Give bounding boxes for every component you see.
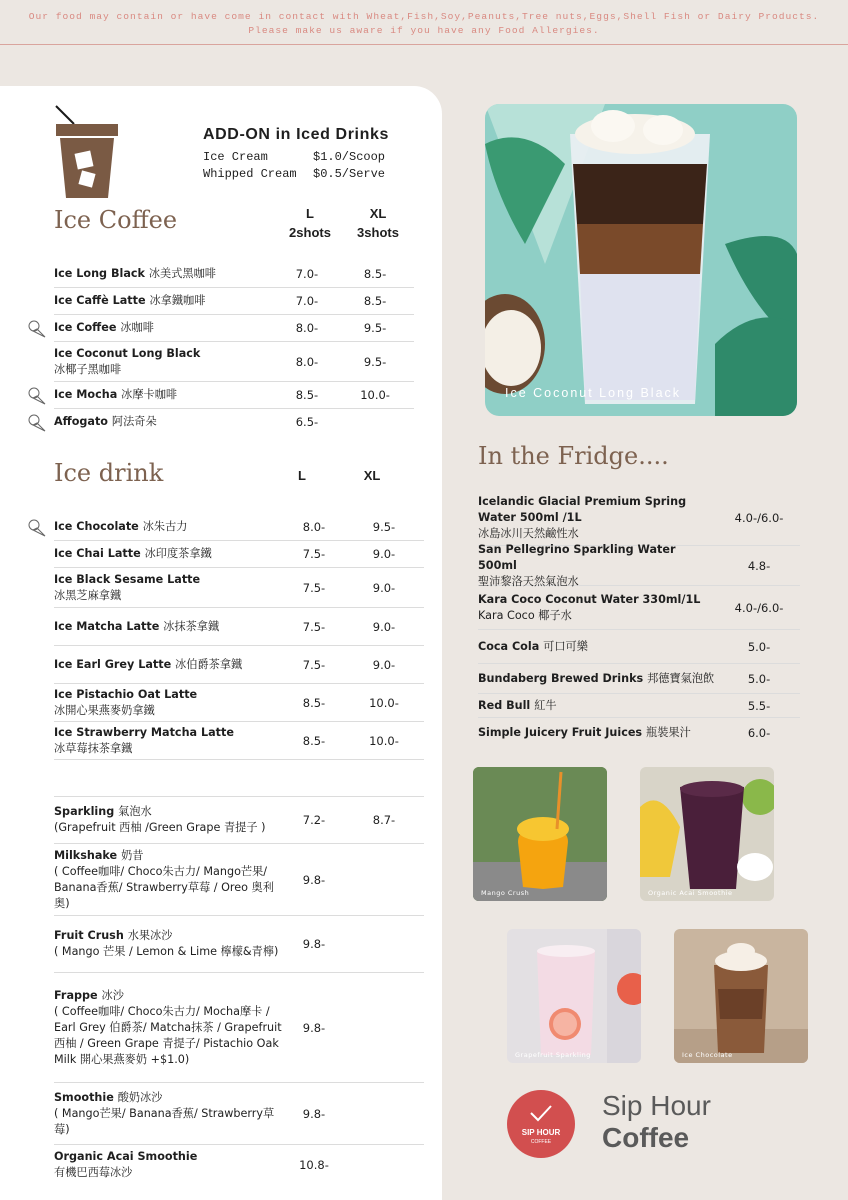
price: 4.0-/6.0- [734,600,784,615]
price: 5.0- [747,671,771,686]
allergy-line-1: Our food may contain or have come in contact with Wheat,Fish,Soy,Peanuts,Tree nuts,Eggs,Shell Fish or Dairy Products. [28,11,820,22]
item-name: Bundaberg Brewed Drinks 邦德寶氣泡飲 [478,671,715,685]
menu-row [54,342,414,382]
checkmark-icon [529,1104,553,1122]
ice-chocolate-photo [674,929,808,1063]
price-l: 8.0- [295,321,319,335]
item-name: Ice Chai Latte 冰印度茶拿鐵 [54,547,212,560]
item-name: Red Bull 紅牛 [478,698,557,712]
fridge-title: In the Fridge.... [478,442,669,470]
price-xl: 9.0- [372,657,396,672]
ice-cream-icon [27,386,47,406]
item-name: Sparkling 氣泡水 (Grapefruit 西柚 /Green Grape 青提子 ) [54,805,266,834]
menu-row [478,490,800,546]
grapefruit-sparkling-photo [507,929,641,1063]
price: 4.0-/6.0- [734,510,784,525]
menu-row [54,409,414,435]
item-name: Fruit Crush 水果冰沙 ( Mango 芒果 / Lemon & Lime 檸檬&青檸) [54,929,279,958]
brand-logo [507,1090,575,1158]
price-l: 8.5- [295,388,319,402]
menu-row [54,844,424,916]
price-l: 9.8- [302,937,326,951]
price-xl: 9.5- [363,321,387,335]
menu-row [54,541,424,568]
price-xl: 9.5- [363,354,387,369]
menu-row [54,382,414,409]
price-xl: 8.5- [363,294,387,308]
item-name: Ice Coconut Long Black 冰椰子黑咖啡 [54,346,201,376]
col-header-xl [348,204,408,242]
price-l: 10.8- [299,1158,329,1172]
ice-cream-icon [27,413,47,433]
allergy-notice [0,10,848,38]
logo-text: SIP HOUR [521,1128,561,1137]
allergy-line-2: Please make us aware if you have any Food Allergies. [248,25,600,36]
price-l: 8.0- [295,354,319,369]
menu-row [54,973,424,1083]
menu-row [478,694,800,718]
menu-row [478,586,800,630]
item-name: Ice Caffè Latte 冰拿鐵咖啡 [54,294,206,307]
price: 5.0- [747,639,771,654]
mango-crush-photo [473,767,607,901]
menu-row [54,261,414,288]
col-header-xl: XL [363,468,381,483]
ice-cream-icon [27,319,47,339]
item-name: Simple Juicery Fruit Juices 瓶裝果汁 [478,726,691,739]
price-xl: 9.0- [372,547,396,561]
price-l: 9.8- [302,1020,326,1035]
divider [0,44,848,45]
ice-drink-title: Ice drink [54,459,164,487]
item-name: Smoothie 酸奶冰沙 ( Mango芒果/ Banana香蕉/ Strawberry草莓) [54,1090,275,1136]
menu-row [478,542,800,588]
addon-title: ADD-ON in Iced Drinks [203,126,389,143]
addon-item [203,150,385,164]
menu-row [54,315,414,342]
item-name: San Pellegrino Sparkling Water 500ml 聖沛黎洛天然氣泡水 [478,542,676,588]
menu-row [54,797,424,844]
photo-caption: Grapefruit Sparkling [515,1051,591,1059]
brand-line-1: Sip Hour [602,1090,711,1121]
menu-row [54,1083,424,1145]
price-xl: 10.0- [369,733,399,748]
price-l: 7.5- [302,657,326,672]
item-name: Icelandic Glacial Premium Spring Water 500ml /1L 冰島冰川天然鹼性水 [478,494,687,540]
price-l: 7.5- [302,580,326,595]
col-header-l: L [298,468,306,483]
item-name: Ice Chocolate 冰朱古力 [54,520,188,533]
price-xl: 9.5- [372,520,396,534]
photo-caption: Organic Acai Smoothie [648,889,733,897]
price-l: 6.5- [295,415,319,429]
menu-row [54,722,424,760]
price: 6.0- [747,726,771,740]
item-name: Kara Coco Coconut Water 330ml/1L Kara Coco 椰子水 [478,592,701,622]
col-header-l-sub: 2shots [289,225,331,240]
price-xl: 9.0- [372,580,396,595]
item-name: Ice Earl Grey Latte 冰伯爵茶拿鐵 [54,657,243,671]
item-name: Coca Cola 可口可樂 [478,639,588,653]
price-l: 9.8- [302,872,326,887]
menu-row [54,684,424,722]
photo-caption: Ice Chocolate [682,1051,733,1059]
addon-item-name: Ice Cream [203,150,268,164]
price-l: 7.5- [302,547,326,561]
menu-row [54,916,424,973]
menu-row [54,608,424,646]
price: 4.8- [747,558,771,573]
menu-row [478,664,800,694]
item-name: Ice Mocha 冰摩卡咖啡 [54,388,178,401]
col-header-l-label: L [306,206,314,221]
menu-row [54,568,424,608]
ice-cream-icon [27,518,47,538]
brand-name [602,1090,711,1154]
photo-caption: Mango Crush [481,889,530,897]
acai-smoothie-photo [640,767,774,901]
brand-line-2: Coffee [602,1122,690,1153]
price-l: 7.0- [295,294,319,308]
logo-subtext: COFFEE [530,1139,552,1145]
price-l: 7.0- [295,267,319,281]
menu-row [54,646,424,684]
price-xl: 10.0- [369,695,399,710]
price: 5.5- [747,698,771,713]
menu-row [478,630,800,664]
menu-row [54,514,424,541]
col-header-xl-label: XL [369,206,387,221]
price-l: 9.8- [302,1106,326,1121]
price-xl: 8.7- [372,813,396,827]
addon-item-price: $0.5/Serve [313,167,386,181]
menu-row [54,1145,424,1185]
price-xl: 8.5- [363,267,387,281]
menu-card [0,86,442,1200]
col-header-l [280,204,340,242]
addon-item-name: Whipped Cream [203,167,297,181]
price-l: 7.5- [302,619,326,634]
item-name: Ice Strawberry Matcha Latte 冰草莓抹茶拿鐵 [54,725,234,755]
price-l: 8.0- [302,520,326,534]
ice-coffee-title: Ice Coffee [54,206,178,234]
price-l: 7.2- [302,813,326,827]
price-xl: 10.0- [360,388,390,402]
menu-row [54,288,414,315]
price-xl: 9.0- [372,619,396,634]
addon-item [203,167,385,181]
hero-caption: Ice Coconut Long Black [505,386,682,400]
addon-item-price: $1.0/Scoop [313,150,386,164]
price-l: 8.5- [302,733,326,748]
item-name: Ice Pistachio Oat Latte 冰開心果燕麥奶拿鐵 [54,687,198,717]
iced-coffee-icon [52,104,122,200]
price-l: 8.5- [302,695,326,710]
col-header-xl-sub: 3shots [357,225,399,240]
item-name: Affogato 阿法奇朵 [54,415,157,428]
item-name: Ice Coffee 冰咖啡 [54,321,154,334]
hero-photo [485,104,797,416]
item-name: Ice Long Black 冰美式黑咖啡 [54,267,216,280]
item-name: Ice Matcha Latte 冰抹茶拿鐵 [54,619,220,633]
item-name: Frappe 冰沙 ( Coffee咖啡/ Choco朱古力/ Mocha摩卡 / Earl Grey 伯爵茶/ Matcha抹茶 / Grapefruit 西柚 / Green Grape 青提子/ Pistachio Oak Milk 開心果燕麥奶 +$1.0) [54,988,282,1066]
item-name: Milkshake 奶昔 ( Coffee咖啡/ Choco朱古力/ Mango芒果/ Banana香蕉/ Strawberry草莓 / Oreo 奥利奥) [54,848,274,910]
item-name: Ice Black Sesame Latte 冰黑芝麻拿鐵 [54,572,201,602]
addon-list [203,150,385,181]
menu-row [478,718,800,748]
item-name: Organic Acai Smoothie 有機巴西莓冰沙 [54,1150,198,1179]
